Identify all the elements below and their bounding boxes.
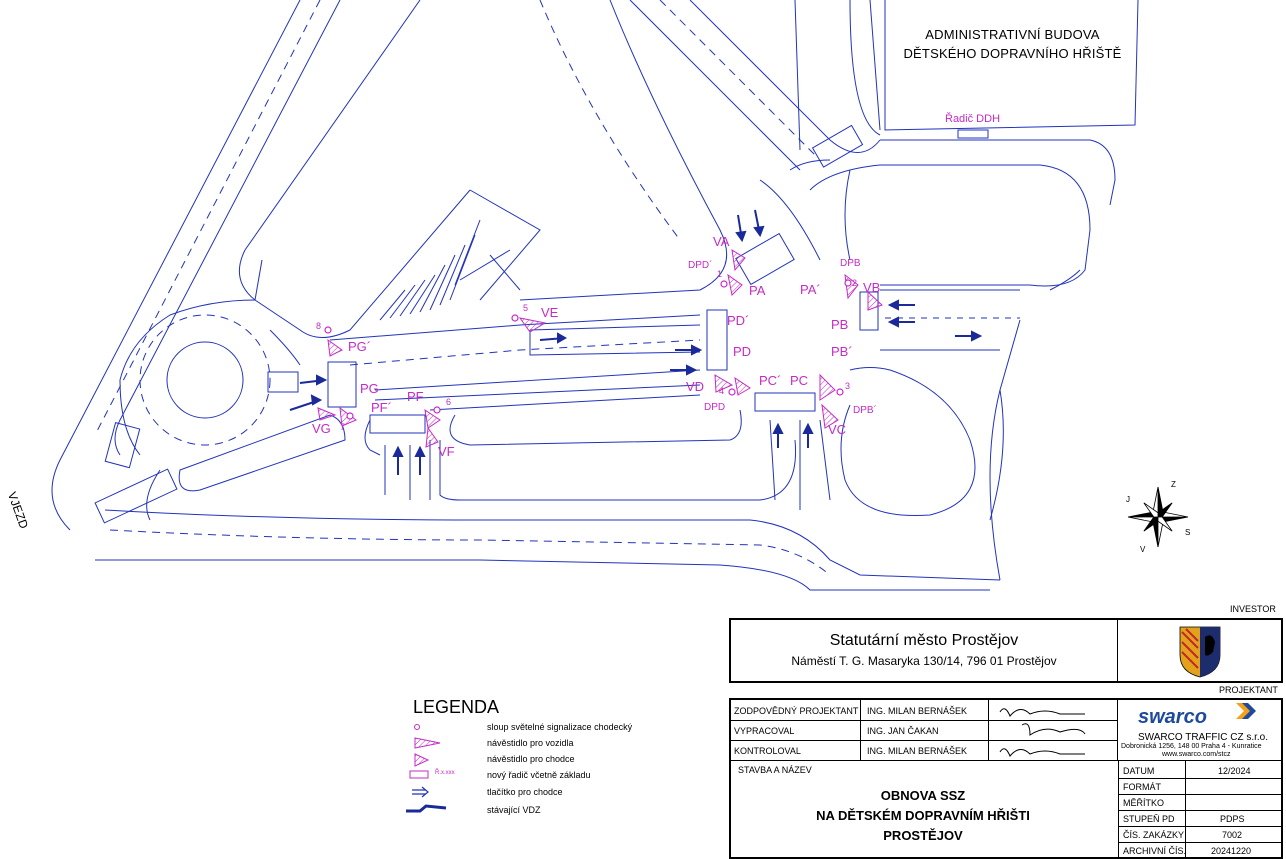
pole-number: 2 <box>852 278 858 288</box>
swarco-logo: swarco <box>1138 706 1207 728</box>
signal-label-pg: PG <box>360 381 379 396</box>
building-line-2: DĚTSKÉHO DOPRAVNÍHO HŘIŠTĚ <box>903 46 1122 61</box>
field-label: MĚŘÍTKO <box>1123 798 1165 808</box>
controller-label: Řadič DDH <box>945 113 1001 125</box>
signal-label-vc: VC <box>828 422 847 437</box>
signal-label-pa-prime: PA´ <box>800 282 821 297</box>
field-label: ARCHIVNÍ ČÍS. <box>1123 846 1187 856</box>
legend-item-label: návěstidlo pro chodce <box>487 754 575 764</box>
signal-label-pb: PB <box>831 317 849 332</box>
signal-label-vf: VF <box>438 444 455 459</box>
signal-label-pd-prime: PD´ <box>727 313 750 328</box>
legend-item <box>405 722 665 736</box>
pole-number: 6 <box>446 397 452 407</box>
building-title <box>870 25 1155 63</box>
signal-label-pf-prime: PF´ <box>371 400 392 415</box>
field-label: FORMÁT <box>1123 782 1161 792</box>
signal-label-dpd-prime: DPD´ <box>688 260 713 271</box>
signal-label-pd: PD <box>733 344 752 359</box>
legend-item-label: návěstidlo pro vozidla <box>487 738 574 748</box>
person-name: ING. JAN ČAKAN <box>867 726 939 736</box>
legend-item-label: nový řadič včetně základu <box>487 770 591 780</box>
field-label: ČÍS. ZAKÁZKY <box>1123 830 1185 840</box>
project-title <box>731 786 1115 846</box>
signal-label-vb: VB <box>863 280 881 295</box>
signal-label-pc: PC <box>790 373 809 388</box>
legend-item <box>405 738 665 752</box>
legend-item <box>405 805 665 819</box>
signal-label-pb-prime: PB´ <box>831 344 853 359</box>
compass-letter: S <box>1185 528 1191 537</box>
signal-label-va: VA <box>713 234 730 249</box>
signal-label-dpb: DPB <box>840 258 861 269</box>
investor-address: Náměstí T. G. Masaryka 130/14, 796 01 Prostějov <box>791 654 1057 668</box>
company-address: Dobronická 1256, 148 00 Praha 4 - Kunratice <box>1121 743 1262 750</box>
company-web: www.swarco.com/stcz <box>1162 751 1231 758</box>
role-label: ZODPOVĚDNÝ PROJEKTANT <box>734 706 859 716</box>
pole-number: 4 <box>719 386 725 396</box>
signal-label-pg-prime: PG´ <box>348 339 372 354</box>
building-line-1: ADMINISTRATIVNÍ BUDOVA <box>925 27 1100 42</box>
signal-label-vd: VD <box>686 379 705 394</box>
legend-item <box>405 787 665 801</box>
project-title-line-3: PROSTĚJOV <box>883 828 963 843</box>
field-value: 7002 <box>1222 830 1243 840</box>
field-value: 12/2024 <box>1218 766 1251 776</box>
investor-name: Statutární město Prostějov <box>829 632 1019 649</box>
signal-label-pa: PA <box>749 283 766 298</box>
compass-letter: Z <box>1171 480 1176 489</box>
signal-label-pc-prime: PC´ <box>759 373 782 388</box>
legend-item-label: stávající VDZ <box>487 805 541 815</box>
role-label: VYPRACOVAL <box>734 726 795 736</box>
legend-item <box>405 770 665 784</box>
controller-symbol-text: Ř.x.xxx <box>435 770 455 776</box>
project-title-line-2: NA DĚTSKÉM DOPRAVNÍM HŘIŠTI <box>816 808 1030 823</box>
field-label: DATUM <box>1123 766 1155 776</box>
person-name: ING. MILAN BERNÁŠEK <box>867 706 968 716</box>
compass-letter: V <box>1140 545 1146 554</box>
legend-item-label: sloup světelné signalizace chodecký <box>487 722 633 732</box>
pole-number: 8 <box>316 321 322 331</box>
pole-number: 5 <box>523 303 529 313</box>
field-label: STUPEŇ PD <box>1123 814 1175 824</box>
projektant-caption: PROJEKTANT <box>1219 685 1278 695</box>
signal-label-dpb-prime: DPB´ <box>853 405 877 416</box>
project-title-line-1: OBNOVA SSZ <box>880 788 966 803</box>
investor-caption: INVESTOR <box>1230 604 1276 614</box>
field-value: 20241220 <box>1211 846 1252 856</box>
stavba-caption: STAVBA A NÁZEV <box>738 765 812 775</box>
signal-label-pf: PF <box>407 389 424 404</box>
legend-item <box>405 754 665 768</box>
signal-label-ve: VE <box>541 305 559 320</box>
person-name: ING. MILAN BERNÁŠEK <box>867 746 968 756</box>
legend-item-label: tlačítko pro chodce <box>487 787 563 797</box>
legend-title: LEGENDA <box>413 697 500 717</box>
entry-label: VJEZD <box>4 490 32 531</box>
field-value: PDPS <box>1220 814 1245 824</box>
pole-number: 7 <box>340 422 346 432</box>
investor-box <box>729 618 1283 683</box>
company-name: SWARCO TRAFFIC CZ s.r.o. <box>1138 732 1269 743</box>
role-label: KONTROLOVAL <box>734 746 801 756</box>
signal-label-vg: VG <box>312 421 331 436</box>
pole-number: 1 <box>717 269 723 279</box>
signal-label-dpd: DPD <box>704 402 726 413</box>
pole-number: 3 <box>845 381 851 391</box>
compass-letter: J <box>1126 495 1130 504</box>
